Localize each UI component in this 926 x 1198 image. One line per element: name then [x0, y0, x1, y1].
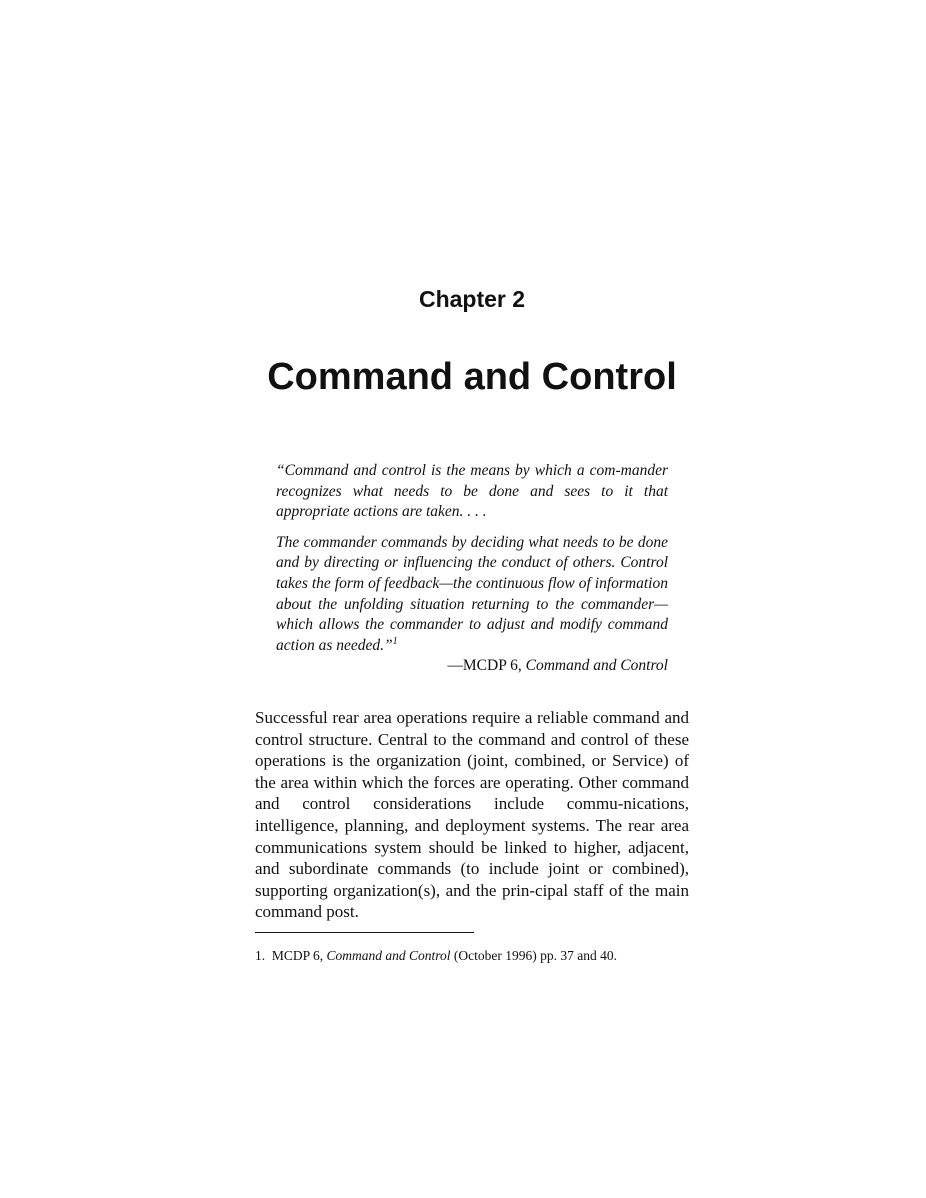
attribution-work: Command and Control: [525, 657, 668, 674]
chapter-label: Chapter 2: [418, 286, 526, 312]
footnote-number: 1.: [255, 948, 266, 963]
footnote-marker[interactable]: 1: [392, 635, 398, 647]
epigraph-paragraph-1: “Command and control is the means by which a com-mander recognizes what needs to be done and sees to it that appropriate actions are taken. . . .: [276, 462, 668, 521]
footnote-suffix: (October 1996) pp. 37 and 40.: [450, 948, 617, 963]
footnote: [255, 946, 617, 966]
epigraph-paragraph-2-text: The commander commands by deciding what needs to be done and by directing or influencing the conduct of others. Control takes the form of feedback—the continuous flow of information about the unfolding situation returning to the commander—which allows the commander to adjust and modify command action as needed.”: [276, 533, 668, 654]
footnote-work: Command and Control: [326, 948, 451, 963]
epigraph-paragraph-2: [276, 533, 668, 657]
epigraph-attribution: [447, 655, 668, 677]
chapter-title: Command and Control: [267, 356, 677, 398]
attribution-prefix: —MCDP 6,: [447, 657, 526, 674]
body-paragraph: Successful rear area operations require a reliable command and control structure. Central to the command and control of these operations is the organization (joint, combined, or Service) of the area within which the forces are operating. Other command and control considerations include commu-nications, intelligence, planning, and deployment systems. The rear area communications system should be linked to higher, adjacent, and subordinate commands (to include joint or combined), supporting organization(s), and the prin-cipal staff of the main command post.: [255, 708, 689, 922]
footnote-divider: [255, 932, 474, 933]
footnote-prefix: MCDP 6,: [271, 948, 327, 963]
epigraph-quote: [276, 461, 668, 666]
